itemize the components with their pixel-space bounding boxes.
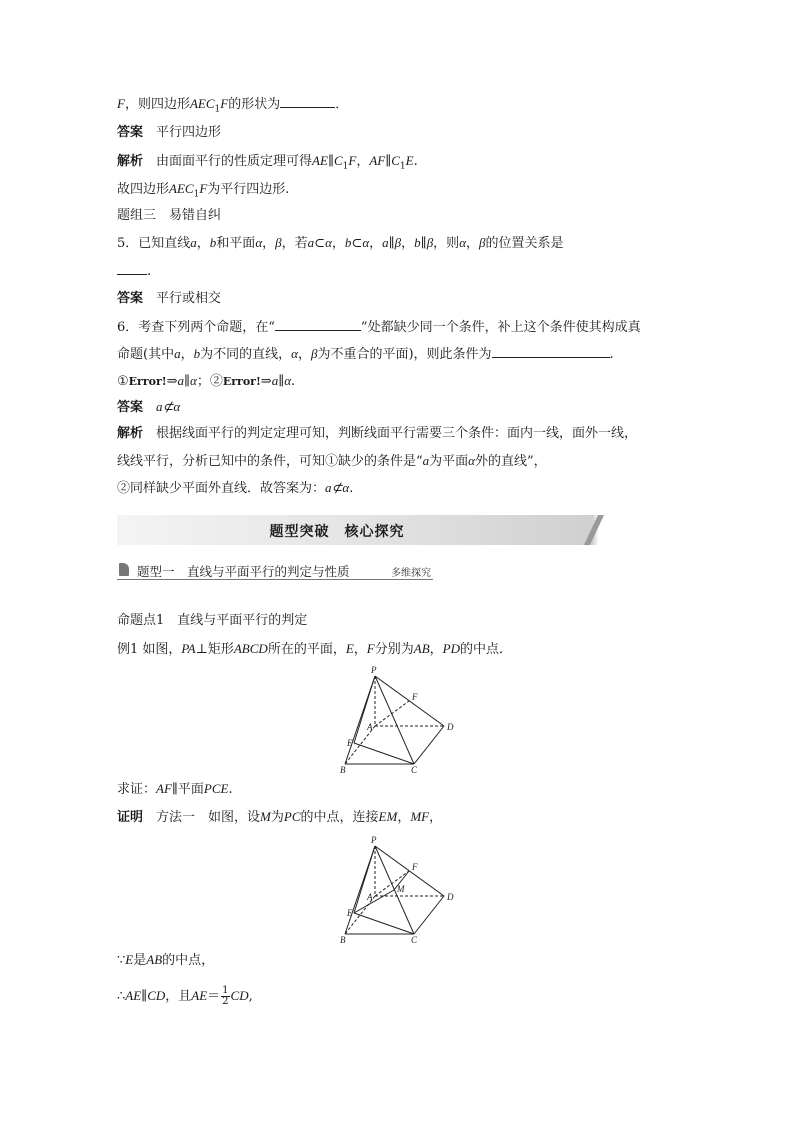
text: 题组三 易错自纠 <box>117 208 222 223</box>
math-var: a⊄α <box>325 480 350 495</box>
text: 线线平行，分析已知中的条件，可知①缺少的条件是“ <box>117 454 423 469</box>
example-1 <box>117 640 512 659</box>
math-var: α <box>190 373 197 388</box>
analysis-line <box>117 425 637 443</box>
math-var: b <box>193 346 201 361</box>
math-var: PD <box>442 641 461 656</box>
text: . <box>291 374 296 389</box>
text: 根据线面平行的判定定理可知，判断线面平行需要三个条件：面内一线，面外一线， <box>156 426 638 441</box>
answer-label: 答案 <box>117 291 144 306</box>
math-var: b <box>209 235 217 250</box>
text: 为不同的直线， <box>200 347 292 362</box>
because-symbol: ∵ <box>117 953 126 968</box>
text: 为平面 <box>429 454 469 469</box>
text: 的位置关系是 <box>485 236 564 251</box>
edge-cd <box>414 896 444 934</box>
text-line <box>117 372 295 391</box>
label-d: D <box>447 722 454 732</box>
subscript: 1 <box>342 161 349 172</box>
text: . <box>413 154 418 169</box>
text: ， <box>180 347 194 362</box>
math-var: E <box>405 153 414 168</box>
text-line <box>117 479 353 498</box>
label-a: A <box>367 722 373 732</box>
answer-blank <box>492 345 610 358</box>
math-var: M <box>260 809 271 824</box>
label-d: D <box>447 892 454 902</box>
label-b: B <box>340 935 346 945</box>
label-m: M <box>397 884 405 894</box>
answer-label: 答案 <box>117 125 144 140</box>
math-var: F <box>348 153 357 168</box>
text: ， <box>356 154 370 169</box>
math-var: C <box>333 153 343 168</box>
math-var: β <box>426 235 434 250</box>
math-var: F <box>199 181 208 196</box>
edge-pc <box>375 676 414 764</box>
math-var: b <box>414 235 421 250</box>
math-var: a <box>174 346 181 361</box>
slash-decoration <box>584 515 604 545</box>
analysis-label: 解析 <box>117 154 144 169</box>
answer-line <box>117 124 221 142</box>
fraction-numerator: 1 <box>222 985 229 996</box>
answer-blank <box>117 262 147 275</box>
text: ⇒ <box>166 374 178 389</box>
text: ②同样缺少平面外直线．故答案为： <box>117 481 326 496</box>
label-a: A <box>367 892 373 902</box>
math-var: α <box>362 235 370 250</box>
text: ， <box>353 642 367 657</box>
text: ∥ <box>141 989 148 1004</box>
text: ；② <box>196 374 223 389</box>
text-line <box>117 452 547 471</box>
text: 的中点， <box>162 953 215 968</box>
math-var: a <box>422 453 430 468</box>
math-var: α <box>255 235 263 250</box>
math-var: a <box>382 235 389 250</box>
label-p: P <box>371 835 377 845</box>
type-label: 题型一 直线与平面平行的判定与性质 <box>137 564 350 579</box>
text: ＝ <box>207 989 221 1004</box>
math-var: b <box>344 235 352 250</box>
text: 故四边形 <box>117 182 170 197</box>
since-line <box>117 951 214 970</box>
text: 和平面 <box>216 236 256 251</box>
pyramid-figure-1 <box>336 664 461 776</box>
text-line <box>117 262 151 281</box>
therefore-line <box>117 985 253 1008</box>
text: 5．已知直线 <box>117 236 191 251</box>
analysis-label: 解析 <box>117 426 144 441</box>
text: . <box>609 347 614 362</box>
text: ⊂ <box>314 236 326 251</box>
label-f: F <box>412 862 418 872</box>
text: ∥ <box>420 236 427 251</box>
fraction-half <box>221 986 229 1007</box>
math-var: α <box>468 453 475 468</box>
text: ，则四边形 <box>124 97 190 112</box>
text: ∥ <box>327 154 334 169</box>
bookmark-icon <box>119 563 129 576</box>
math-var: AB <box>413 641 430 656</box>
edge-ec <box>354 913 414 934</box>
text: ， <box>401 236 415 251</box>
math-var: α <box>284 373 292 388</box>
therefore-symbol: ∴ <box>117 989 126 1004</box>
edge-af <box>375 701 409 726</box>
label-p: P <box>371 665 377 675</box>
text: ， <box>262 236 276 251</box>
text: ∥平面 <box>171 782 204 797</box>
answer-text: 平行或相交 <box>156 291 222 306</box>
subscript: 1 <box>214 104 221 115</box>
label-c: C <box>411 765 418 775</box>
math-var: AF <box>369 153 386 168</box>
edge-cd <box>414 726 444 764</box>
text: ∥ <box>184 374 191 389</box>
math-var: a <box>190 235 197 250</box>
label-c: C <box>411 935 418 945</box>
error-text: Error! <box>128 375 167 388</box>
text: 由面面平行的性质定理可得 <box>156 154 313 169</box>
text-line <box>117 95 348 119</box>
text: ，若 <box>281 236 308 251</box>
label-e: E <box>347 738 353 748</box>
section-title: 题型突破 核心探究 <box>269 524 405 540</box>
section-banner <box>117 515 677 545</box>
text: 外的直线”， <box>475 454 547 469</box>
math-var: AEC <box>169 181 194 196</box>
text: ， <box>297 347 311 362</box>
text: ， <box>429 810 443 825</box>
answer-blank <box>275 318 361 331</box>
answer-line <box>117 290 221 308</box>
type-extra: 多维探究 <box>391 568 431 579</box>
text: ， <box>331 236 345 251</box>
text: ① <box>117 374 129 389</box>
error-text: Error! <box>222 375 261 388</box>
text: . <box>147 264 152 279</box>
text: 的中点，连接 <box>300 810 379 825</box>
math-var: F <box>117 96 125 111</box>
text: ， <box>369 236 383 251</box>
math-var: CD <box>147 988 166 1003</box>
type-heading <box>117 561 433 580</box>
answer-line <box>117 398 180 417</box>
math-var: AE <box>312 153 328 168</box>
math-var: β <box>394 235 402 250</box>
text: 的形状为 <box>228 97 281 112</box>
math-var: MF <box>410 809 430 824</box>
label-b: B <box>340 765 346 775</box>
fraction-denominator: 2 <box>222 996 229 1007</box>
text: ⇒ <box>260 374 272 389</box>
edge-pe <box>354 676 375 743</box>
proof-label: 证明 <box>117 810 144 825</box>
text: ． <box>335 97 349 112</box>
text: 例1 如图， <box>117 642 182 657</box>
text: 命题(其中 <box>117 347 175 362</box>
math-var: AF <box>156 781 172 796</box>
math-var: α <box>325 235 332 250</box>
answer-blank <box>280 95 335 108</box>
math-var: AE <box>191 988 208 1003</box>
group-heading <box>117 207 221 225</box>
math-var: PC <box>283 809 301 824</box>
text: 方法一 如图，设 <box>156 810 261 825</box>
math-var: β <box>275 235 282 250</box>
text: ， <box>466 236 480 251</box>
label-f: F <box>412 692 418 702</box>
math-var: α <box>291 346 298 361</box>
prove-line <box>117 780 233 799</box>
text: ， <box>196 236 210 251</box>
text: 是 <box>133 953 147 968</box>
math-var: β <box>310 346 318 361</box>
math-var: E <box>125 952 134 967</box>
text: ∥ <box>388 236 395 251</box>
analysis-line <box>117 152 418 176</box>
answer-text: a⊄α <box>156 399 181 414</box>
text: ∥ <box>278 374 285 389</box>
math-var: ABCD <box>233 641 268 656</box>
text: 所在的平面， <box>267 642 346 657</box>
text-line <box>117 345 614 364</box>
math-var: PCE <box>203 781 229 796</box>
math-var: α <box>459 235 467 250</box>
text: ，且 <box>165 989 192 1004</box>
math-var: E <box>345 641 354 656</box>
subscript: 1 <box>399 161 406 172</box>
label-e: E <box>347 908 353 918</box>
proof-line <box>117 808 442 827</box>
text: 6．考查下列两个命题，在“ <box>117 320 275 335</box>
text: 命题点1 直线与平面平行的判定 <box>117 613 308 628</box>
math-var: AB <box>146 952 163 967</box>
text: 的中点． <box>460 642 513 657</box>
math-var: EM <box>378 809 398 824</box>
text: ⊂ <box>351 236 363 251</box>
text: 分别为 <box>374 642 414 657</box>
text: . <box>349 481 354 496</box>
math-var: AE <box>125 988 142 1003</box>
text: ， <box>429 642 443 657</box>
pyramid-figure-2 <box>336 834 461 946</box>
math-var: a <box>307 235 315 250</box>
text: 为 <box>270 810 284 825</box>
math-var: F <box>220 96 229 111</box>
text: 为不重合的平面)，则此条件为 <box>317 347 492 362</box>
answer-text: 平行四边形 <box>156 125 222 140</box>
answer-label: 答案 <box>117 400 144 415</box>
math-var: F <box>366 641 375 656</box>
math-var: PA <box>181 641 196 656</box>
question-6 <box>117 318 641 337</box>
text-line <box>117 180 289 204</box>
text: ，则 <box>433 236 460 251</box>
math-var: a <box>177 373 184 388</box>
text: ， <box>397 810 411 825</box>
question-5 <box>117 234 564 253</box>
text: , <box>248 989 253 1004</box>
subscript: 1 <box>193 189 200 200</box>
math-var: CD <box>230 988 249 1003</box>
proposition-point <box>117 612 307 630</box>
text: . <box>228 782 233 797</box>
text: ”处都缺少同一个条件，补上这个条件使其构成真 <box>360 320 641 335</box>
math-var: C <box>391 153 400 168</box>
math-var: AEC <box>189 96 215 111</box>
text: 为平行四边形. <box>207 182 290 197</box>
text: ∥ <box>385 154 392 169</box>
text: 求证： <box>117 782 157 797</box>
math-var: a <box>271 373 279 388</box>
text: ⊥矩形 <box>195 642 234 657</box>
edge-ec <box>354 743 414 764</box>
math-var: β <box>479 235 486 250</box>
